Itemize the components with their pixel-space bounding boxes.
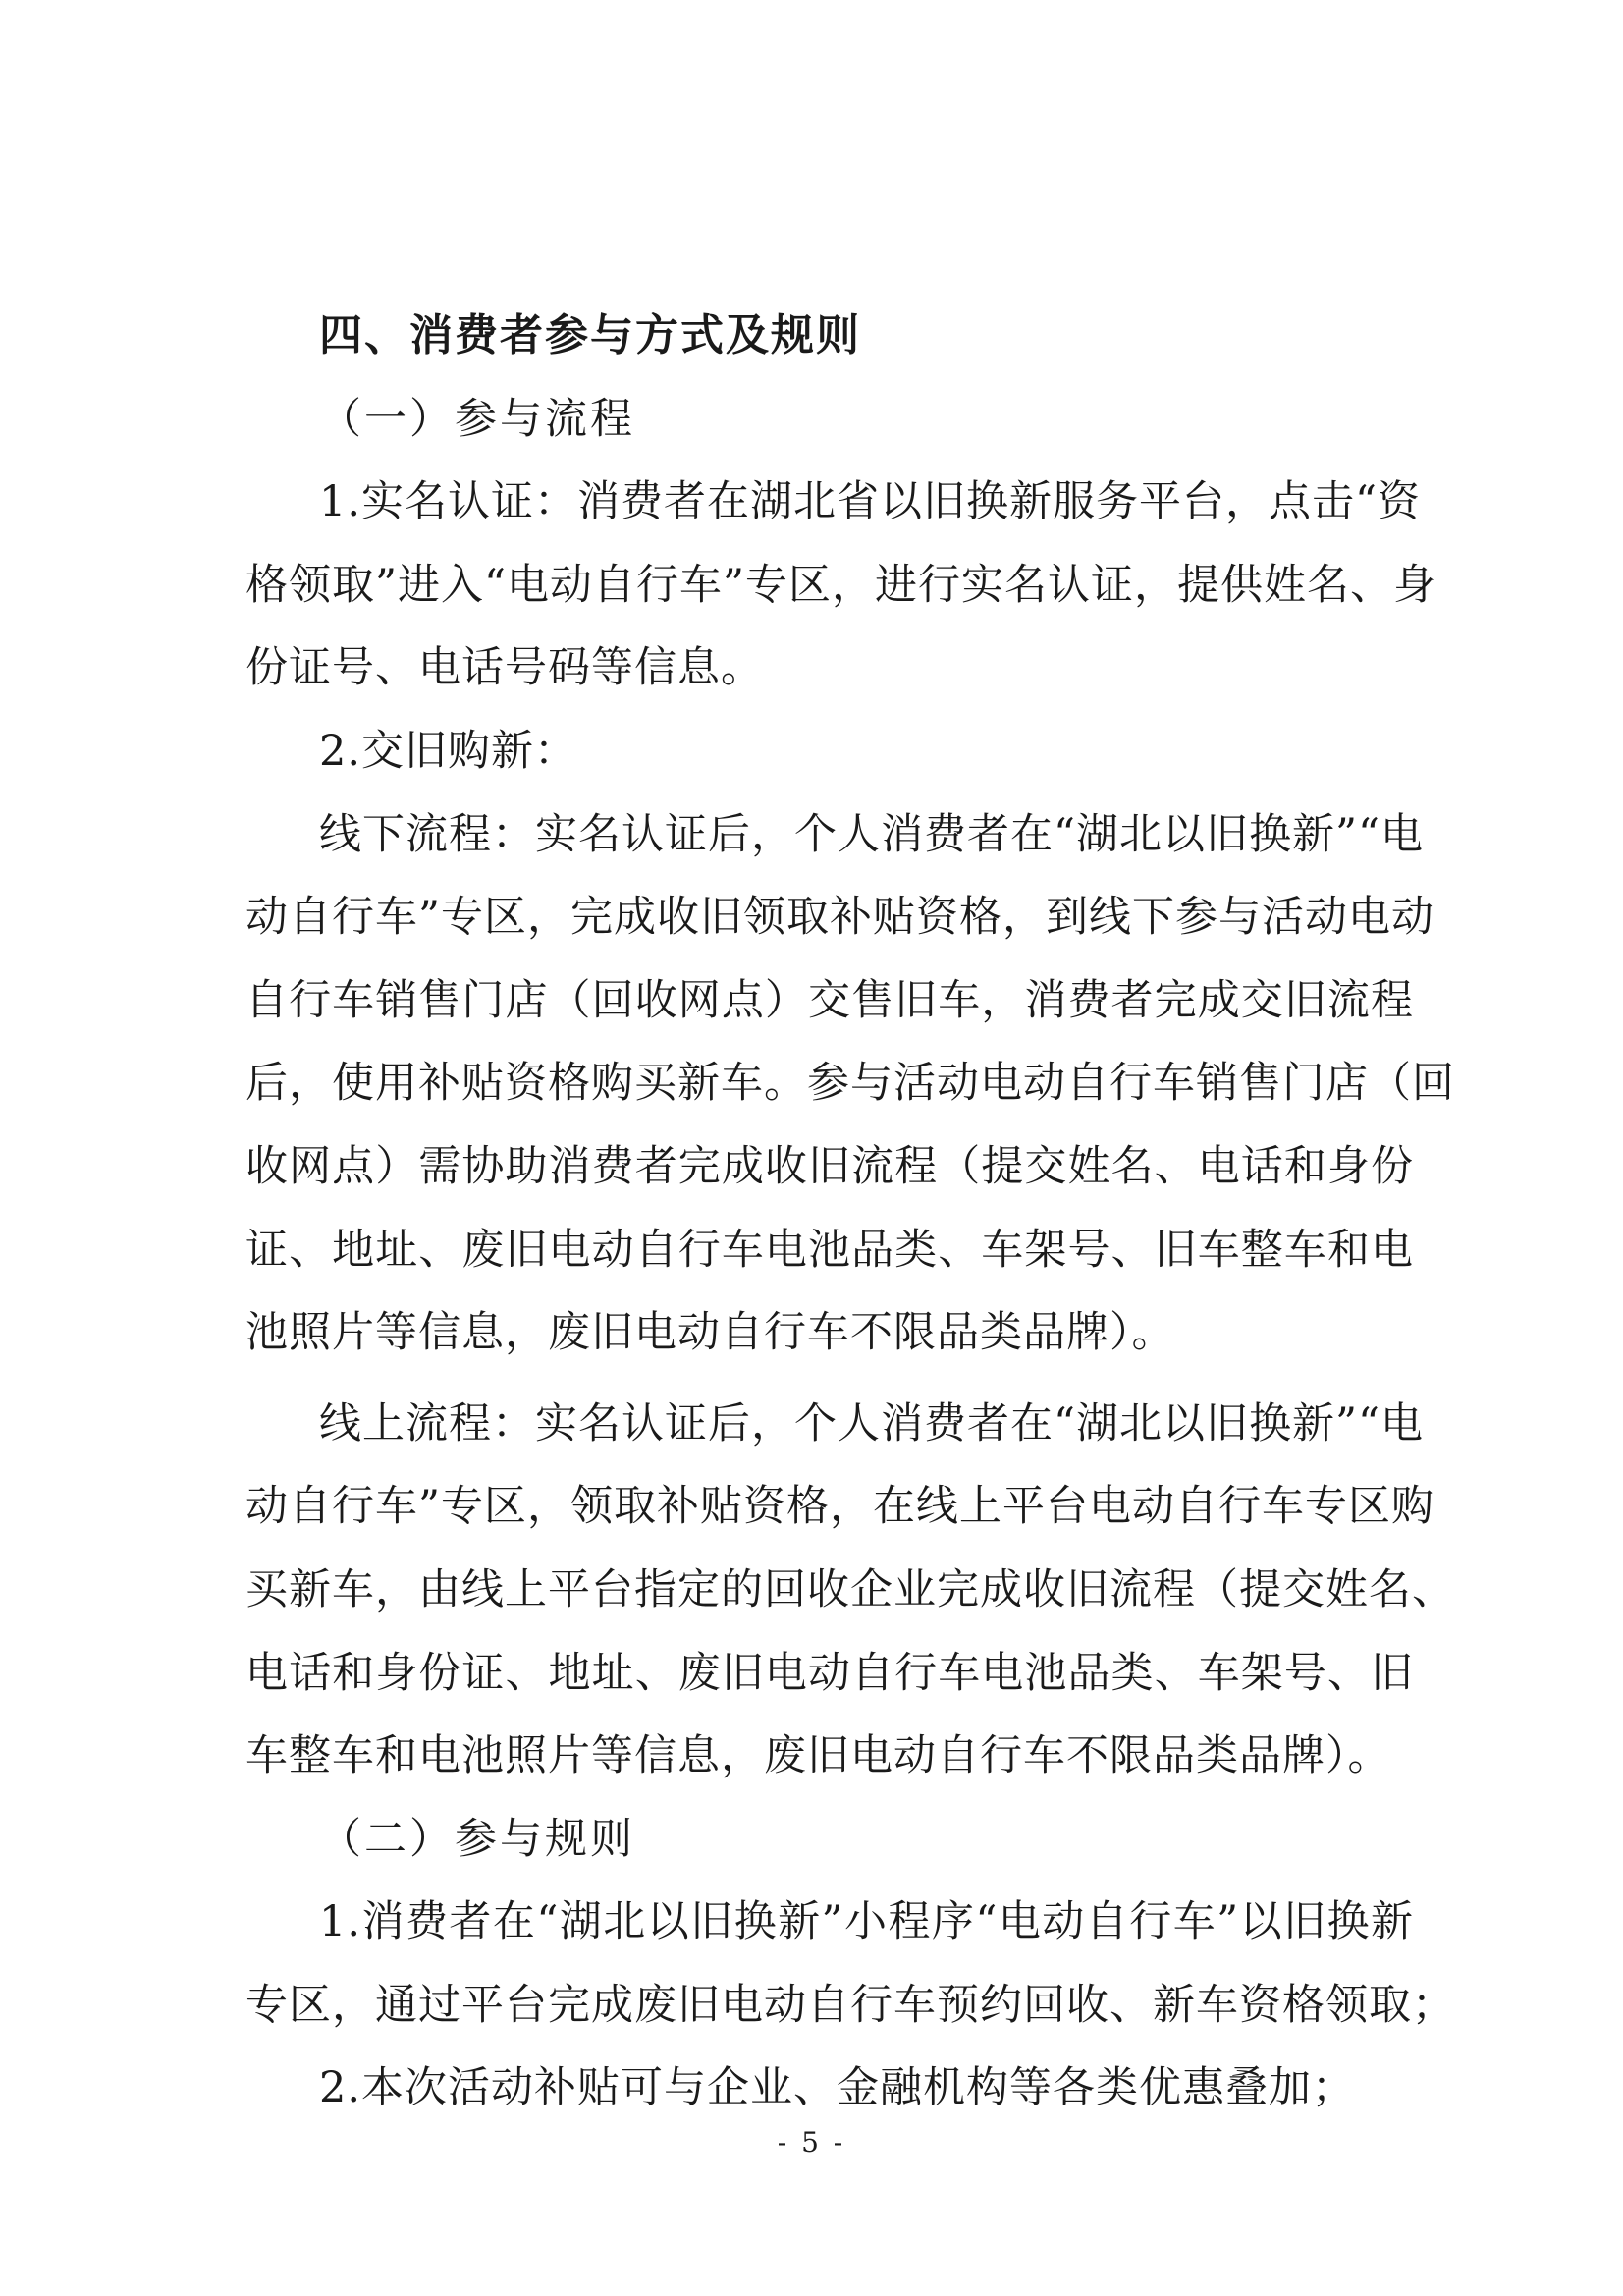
text-line: 自行车销售门店（回收网点）交售旧车，消费者完成交旧流程	[245, 975, 1414, 1025]
text-line: 专区，通过平台完成废旧电动自行车预约回收、新车资格领取；	[245, 1980, 1455, 2030]
paragraph-online-process	[245, 1383, 1455, 1798]
text-line: 1.实名认证：消费者在湖北省以旧换新服务平台，点击“资	[319, 477, 1422, 527]
text-line: 1.消费者在“湖北以旧换新”小程序“电动自行车”以旧换新	[319, 1897, 1414, 1947]
section-heading: 四、消费者参与方式及规则	[319, 310, 861, 360]
text-line: 线上流程：实名认证后，个人消费者在“湖北以旧换新”“电	[319, 1398, 1424, 1449]
subsection-participation-process: （一）参与流程	[319, 394, 635, 444]
paragraph-trade-in-title: 2.交旧购新：	[319, 726, 578, 776]
subsection-participation-rules: （二）参与规则	[319, 1814, 635, 1864]
paragraph-rule-2: 2.本次活动补贴可与企业、金融机构等各类优惠叠加；	[319, 2063, 1356, 2113]
text-line: 份证号、电话号码等信息。	[245, 643, 764, 693]
text-line: 证、地址、废旧电动自行车电池品类、车架号、旧车整车和电	[245, 1225, 1414, 1275]
page-number: - 5 -	[777, 2126, 846, 2159]
text-line: 池照片等信息，废旧电动自行车不限品类品牌）。	[245, 1308, 1175, 1358]
text-line: 线下流程：实名认证后，个人消费者在“湖北以旧换新”“电	[319, 809, 1424, 859]
text-line: 车整车和电池照片等信息，废旧电动自行车不限品类品牌）。	[245, 1731, 1391, 1781]
text-line: 电话和身份证、地址、废旧电动自行车电池品类、车架号、旧	[245, 1648, 1414, 1698]
paragraph-offline-process	[245, 793, 1455, 1375]
text-line: 动自行车”专区，完成收旧领取补贴资格，到线下参与活动电动	[245, 893, 1434, 943]
text-line: 收网点）需协助消费者完成收旧流程（提交姓名、电话和身份	[245, 1141, 1414, 1191]
page-body	[245, 295, 1455, 2130]
paragraph-rule-1	[245, 1881, 1455, 2047]
text-line: 后，使用补贴资格购买新车。参与活动电动自行车销售门店（回	[245, 1059, 1455, 1109]
text-line: 动自行车”专区，领取补贴资格，在线上平台电动自行车专区购	[245, 1482, 1434, 1532]
text-line: 格领取”进入“电动自行车”专区，进行实名认证，提供姓名、身	[245, 560, 1436, 610]
paragraph-real-name-verification	[245, 461, 1436, 710]
text-line: 买新车，由线上平台指定的回收企业完成收旧流程（提交姓名、	[245, 1564, 1455, 1614]
